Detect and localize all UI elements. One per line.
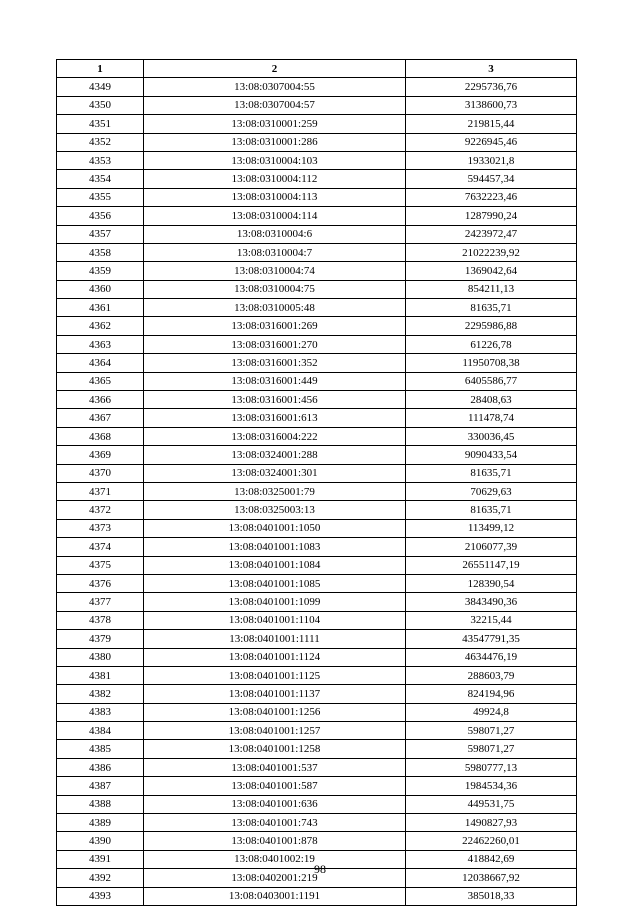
cadastral-number-cell: 13:08:0401001:537 [144,758,406,776]
value-cell: 1369042,64 [406,262,577,280]
value-cell: 598071,27 [406,740,577,758]
row-number-cell: 4379 [57,630,144,648]
cadastral-number-cell: 13:08:0316001:449 [144,372,406,390]
cadastral-number-cell: 13:08:0316001:456 [144,391,406,409]
cadastral-number-cell: 13:08:0310001:259 [144,115,406,133]
value-cell: 2423972,47 [406,225,577,243]
table-row [57,740,577,758]
table-row [57,280,577,298]
table-row [57,832,577,850]
table-row [57,611,577,629]
cadastral-number-cell: 13:08:0401001:1257 [144,722,406,740]
row-number-cell: 4374 [57,538,144,556]
table-row [57,188,577,206]
cadastral-number-cell: 13:08:0401001:1084 [144,556,406,574]
row-number-cell: 4356 [57,207,144,225]
value-cell: 9226945,46 [406,133,577,151]
table-row [57,777,577,795]
page-number: 98 [314,862,326,876]
row-number-cell: 4391 [57,850,144,868]
header-cell-2: 2 [144,60,406,78]
cadastral-number-cell: 13:08:0310004:103 [144,151,406,169]
table-row [57,225,577,243]
cadastral-number-cell: 13:08:0316004:222 [144,427,406,445]
table-row [57,170,577,188]
cadastral-number-cell: 13:08:0402001:219 [144,869,406,887]
row-number-cell: 4383 [57,703,144,721]
table-row [57,519,577,537]
table-row [57,335,577,353]
row-number-cell: 4371 [57,482,144,500]
cadastral-number-cell: 13:08:0324001:288 [144,446,406,464]
table-row [57,262,577,280]
cadastral-number-cell: 13:08:0310004:74 [144,262,406,280]
cadastral-number-cell: 13:08:0401002:19 [144,850,406,868]
value-cell: 385018,33 [406,887,577,905]
value-cell: 43547791,35 [406,630,577,648]
value-cell: 70629,63 [406,482,577,500]
row-number-cell: 4393 [57,887,144,905]
row-number-cell: 4382 [57,685,144,703]
value-cell: 330036,45 [406,427,577,445]
row-number-cell: 4386 [57,758,144,776]
table-row [57,574,577,592]
value-cell: 12038667,92 [406,869,577,887]
row-number-cell: 4380 [57,648,144,666]
value-cell: 2106077,39 [406,538,577,556]
table-row [57,299,577,317]
row-number-cell: 4392 [57,869,144,887]
table-row [57,666,577,684]
cadastral-number-cell: 13:08:0324001:301 [144,464,406,482]
cadastral-number-cell: 13:08:0401001:1104 [144,611,406,629]
cadastral-number-cell: 13:08:0401001:587 [144,777,406,795]
value-cell: 26551147,19 [406,556,577,574]
cadastral-number-cell: 13:08:0401001:1083 [144,538,406,556]
table-header [57,60,577,78]
table-row [57,501,577,519]
value-cell: 32215,44 [406,611,577,629]
cadastral-number-cell: 13:08:0401001:1124 [144,648,406,666]
table-row [57,648,577,666]
cadastral-number-cell: 13:08:0401001:1099 [144,593,406,611]
table-row [57,464,577,482]
row-number-cell: 4353 [57,151,144,169]
value-cell: 219815,44 [406,115,577,133]
value-cell: 21022239,92 [406,243,577,261]
cadastral-number-cell: 13:08:0316001:613 [144,409,406,427]
table-row [57,354,577,372]
table-body [57,78,577,906]
row-number-cell: 4375 [57,556,144,574]
row-number-cell: 4384 [57,722,144,740]
row-number-cell: 4367 [57,409,144,427]
row-number-cell: 4354 [57,170,144,188]
row-number-cell: 4381 [57,666,144,684]
value-cell: 824194,96 [406,685,577,703]
value-cell: 3138600,73 [406,96,577,114]
cadastral-number-cell: 13:08:0307004:57 [144,96,406,114]
cadastral-number-cell: 13:08:0316001:269 [144,317,406,335]
value-cell: 7632223,46 [406,188,577,206]
value-cell: 81635,71 [406,464,577,482]
row-number-cell: 4368 [57,427,144,445]
value-cell: 81635,71 [406,299,577,317]
header-cell-1: 1 [57,60,144,78]
row-number-cell: 4357 [57,225,144,243]
table-row [57,556,577,574]
value-cell: 61226,78 [406,335,577,353]
table-row [57,482,577,500]
row-number-cell: 4365 [57,372,144,390]
value-cell: 1933021,8 [406,151,577,169]
table-row [57,703,577,721]
table-row [57,427,577,445]
cadastral-number-cell: 13:08:0401001:1050 [144,519,406,537]
cadastral-number-cell: 13:08:0325001:79 [144,482,406,500]
row-number-cell: 4385 [57,740,144,758]
cadastral-number-cell: 13:08:0310001:286 [144,133,406,151]
cadastral-number-cell: 13:08:0316001:270 [144,335,406,353]
row-number-cell: 4360 [57,280,144,298]
table-row [57,151,577,169]
table-row [57,96,577,114]
table-row [57,685,577,703]
row-number-cell: 4351 [57,115,144,133]
value-cell: 854211,13 [406,280,577,298]
table-row [57,78,577,96]
table-row [57,538,577,556]
cadastral-number-cell: 13:08:0403001:1191 [144,887,406,905]
row-number-cell: 4369 [57,446,144,464]
value-cell: 1984534,36 [406,777,577,795]
value-cell: 111478,74 [406,409,577,427]
header-row [57,60,577,78]
data-table [56,59,577,906]
row-number-cell: 4359 [57,262,144,280]
value-cell: 4634476,19 [406,648,577,666]
table-row [57,593,577,611]
cadastral-number-cell: 13:08:0401001:1085 [144,574,406,592]
cadastral-number-cell: 13:08:0307004:55 [144,78,406,96]
value-cell: 11950708,38 [406,354,577,372]
value-cell: 6405586,77 [406,372,577,390]
cadastral-number-cell: 13:08:0401001:1111 [144,630,406,648]
value-cell: 3843490,36 [406,593,577,611]
value-cell: 418842,69 [406,850,577,868]
cadastral-number-cell: 13:08:0401001:743 [144,814,406,832]
table-row [57,317,577,335]
cadastral-number-cell: 13:08:0401001:878 [144,832,406,850]
table-row [57,795,577,813]
value-cell: 22462260,01 [406,832,577,850]
row-number-cell: 4378 [57,611,144,629]
value-cell: 2295736,76 [406,78,577,96]
cadastral-number-cell: 13:08:0401001:636 [144,795,406,813]
row-number-cell: 4361 [57,299,144,317]
row-number-cell: 4349 [57,78,144,96]
table-row [57,207,577,225]
cadastral-number-cell: 13:08:0325003:13 [144,501,406,519]
cadastral-number-cell: 13:08:0310004:112 [144,170,406,188]
row-number-cell: 4372 [57,501,144,519]
value-cell: 1490827,93 [406,814,577,832]
value-cell: 598071,27 [406,722,577,740]
row-number-cell: 4366 [57,391,144,409]
value-cell: 9090433,54 [406,446,577,464]
table-row [57,391,577,409]
value-cell: 49924,8 [406,703,577,721]
row-number-cell: 4389 [57,814,144,832]
value-cell: 5980777,13 [406,758,577,776]
row-number-cell: 4364 [57,354,144,372]
table-row [57,133,577,151]
table-row [57,115,577,133]
cadastral-number-cell: 13:08:0310004:7 [144,243,406,261]
table-row [57,446,577,464]
table-row [57,758,577,776]
cadastral-number-cell: 13:08:0310004:6 [144,225,406,243]
cadastral-number-cell: 13:08:0310005:48 [144,299,406,317]
cadastral-number-cell: 13:08:0401001:1125 [144,666,406,684]
table-row [57,814,577,832]
value-cell: 128390,54 [406,574,577,592]
table-row [57,372,577,390]
row-number-cell: 4355 [57,188,144,206]
cadastral-number-cell: 13:08:0401001:1137 [144,685,406,703]
row-number-cell: 4362 [57,317,144,335]
row-number-cell: 4373 [57,519,144,537]
row-number-cell: 4376 [57,574,144,592]
value-cell: 1287990,24 [406,207,577,225]
value-cell: 449531,75 [406,795,577,813]
table-row [57,409,577,427]
row-number-cell: 4377 [57,593,144,611]
value-cell: 594457,34 [406,170,577,188]
cadastral-number-cell: 13:08:0401001:1256 [144,703,406,721]
table-row [57,887,577,905]
row-number-cell: 4363 [57,335,144,353]
value-cell: 288603,79 [406,666,577,684]
row-number-cell: 4388 [57,795,144,813]
cadastral-number-cell: 13:08:0310004:75 [144,280,406,298]
row-number-cell: 4350 [57,96,144,114]
value-cell: 28408,63 [406,391,577,409]
cadastral-number-cell: 13:08:0316001:352 [144,354,406,372]
table-row [57,722,577,740]
row-number-cell: 4387 [57,777,144,795]
row-number-cell: 4390 [57,832,144,850]
row-number-cell: 4358 [57,243,144,261]
table-row [57,243,577,261]
row-number-cell: 4370 [57,464,144,482]
cadastral-number-cell: 13:08:0310004:114 [144,207,406,225]
row-number-cell: 4352 [57,133,144,151]
value-cell: 81635,71 [406,501,577,519]
value-cell: 2295986,88 [406,317,577,335]
cadastral-number-cell: 13:08:0401001:1258 [144,740,406,758]
cadastral-number-cell: 13:08:0310004:113 [144,188,406,206]
value-cell: 113499,12 [406,519,577,537]
header-cell-3: 3 [406,60,577,78]
table-row [57,630,577,648]
